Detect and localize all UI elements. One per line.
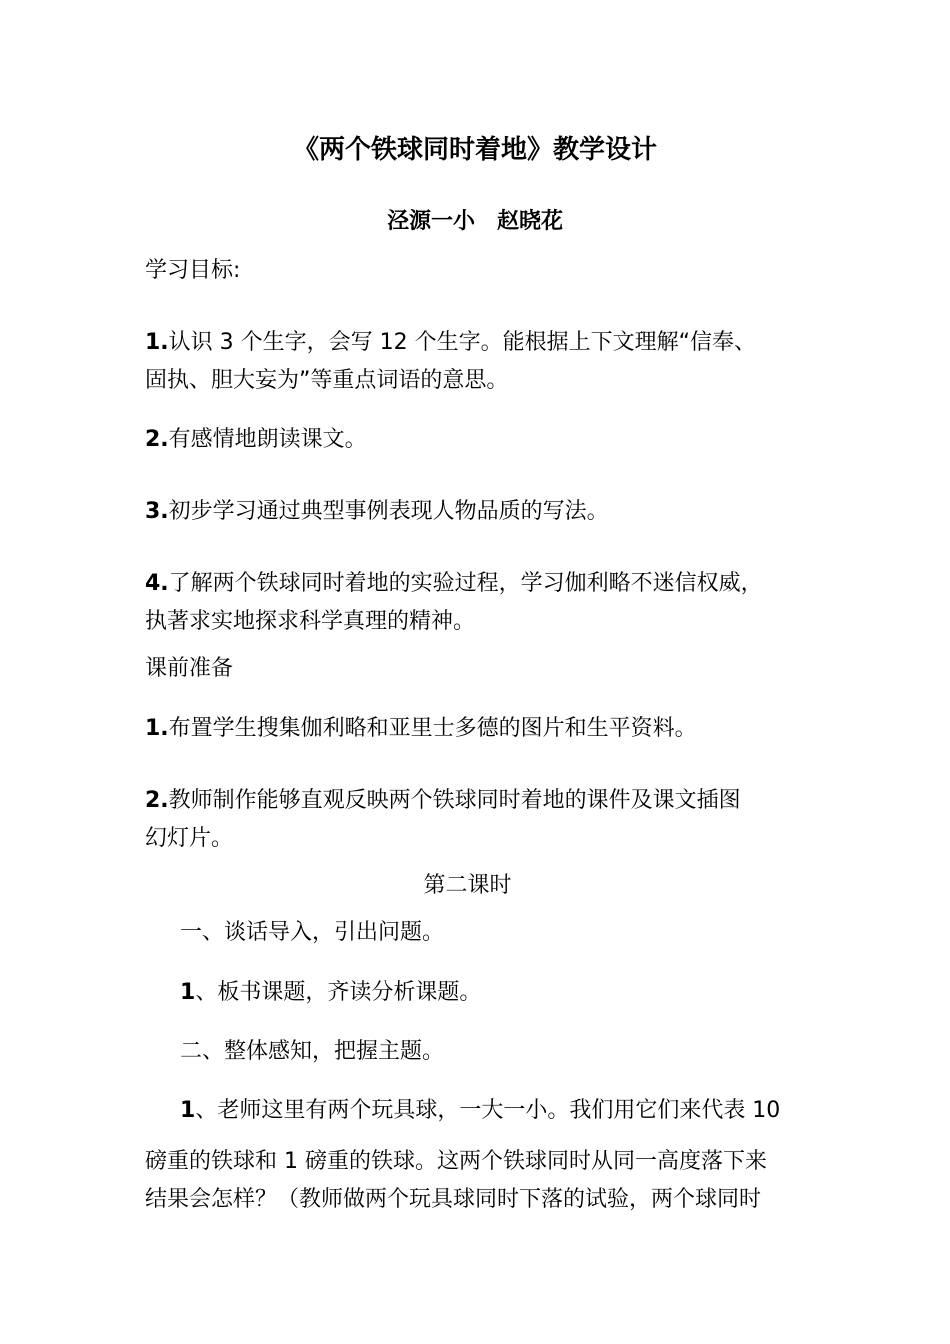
prep-item-2 <box>145 782 825 820</box>
objective-item-1 <box>145 324 825 362</box>
prep-heading: 课前准备 <box>145 656 234 681</box>
step-number: 1 <box>180 980 196 1005</box>
step-1-heading: 一、谈话导入，引出问题。 <box>180 920 445 945</box>
objective-item-4 <box>145 565 825 603</box>
objective-text: 了解两个铁球同时着地的实验过程，学习伽利略不迷信权威， <box>168 571 763 596</box>
objective-text: 有感情地朗读课文。 <box>168 427 367 452</box>
step-text: 、板书课题，齐读分析课题。 <box>195 980 482 1005</box>
objective-number: 3. <box>145 499 169 524</box>
step-2-item <box>180 1092 860 1130</box>
prep-number: 1. <box>145 716 169 741</box>
objective-number: 1. <box>145 330 169 355</box>
step-2-heading: 二、整体感知，把握主题。 <box>180 1039 445 1064</box>
step-2-item-cont-2: 结果会怎样？（教师做两个玩具球同时下落的试验，两个球同时 <box>145 1187 762 1212</box>
objective-text: 认识 3 个生字，会写 12 个生字。能根据上下文理解“信奉、 <box>168 330 757 355</box>
objective-text: 初步学习通过典型事例表现人物品质的写法。 <box>168 499 609 524</box>
objective-item-3 <box>145 493 825 531</box>
prep-number: 2. <box>145 788 169 813</box>
step-1-item <box>180 974 860 1012</box>
prep-text: 布置学生搜集伽利略和亚里士多德的图片和生平资料。 <box>168 716 697 741</box>
step-2-item-cont-1: 磅重的铁球和 1 磅重的铁球。这两个铁球同时从同一高度落下来 <box>145 1149 767 1174</box>
prep-text: 教师制作能够直观反映两个铁球同时着地的课件及课文插图 <box>168 788 741 813</box>
objective-item-4-cont: 执著求实地探求科学真理的精神。 <box>145 609 476 634</box>
objective-item-1-cont: 固执、胆大妄为”等重点词语的意思。 <box>145 368 509 393</box>
objectives-heading: 学习目标: <box>145 258 241 283</box>
prep-item-1 <box>145 710 825 748</box>
document-title: 《两个铁球同时着地》教学设计 <box>292 135 657 165</box>
objective-number: 2. <box>145 427 169 452</box>
document-author: 泾源一小 赵晓花 <box>386 209 563 234</box>
prep-item-2-cont: 幻灯片。 <box>145 826 234 851</box>
objective-item-2 <box>145 421 825 459</box>
step-text: 、老师这里有两个玩具球，一大一小。我们用它们来代表 10 <box>195 1098 781 1123</box>
lesson-heading: 第二课时 <box>423 873 512 898</box>
step-number: 1 <box>180 1098 196 1123</box>
objective-number: 4. <box>145 571 169 596</box>
